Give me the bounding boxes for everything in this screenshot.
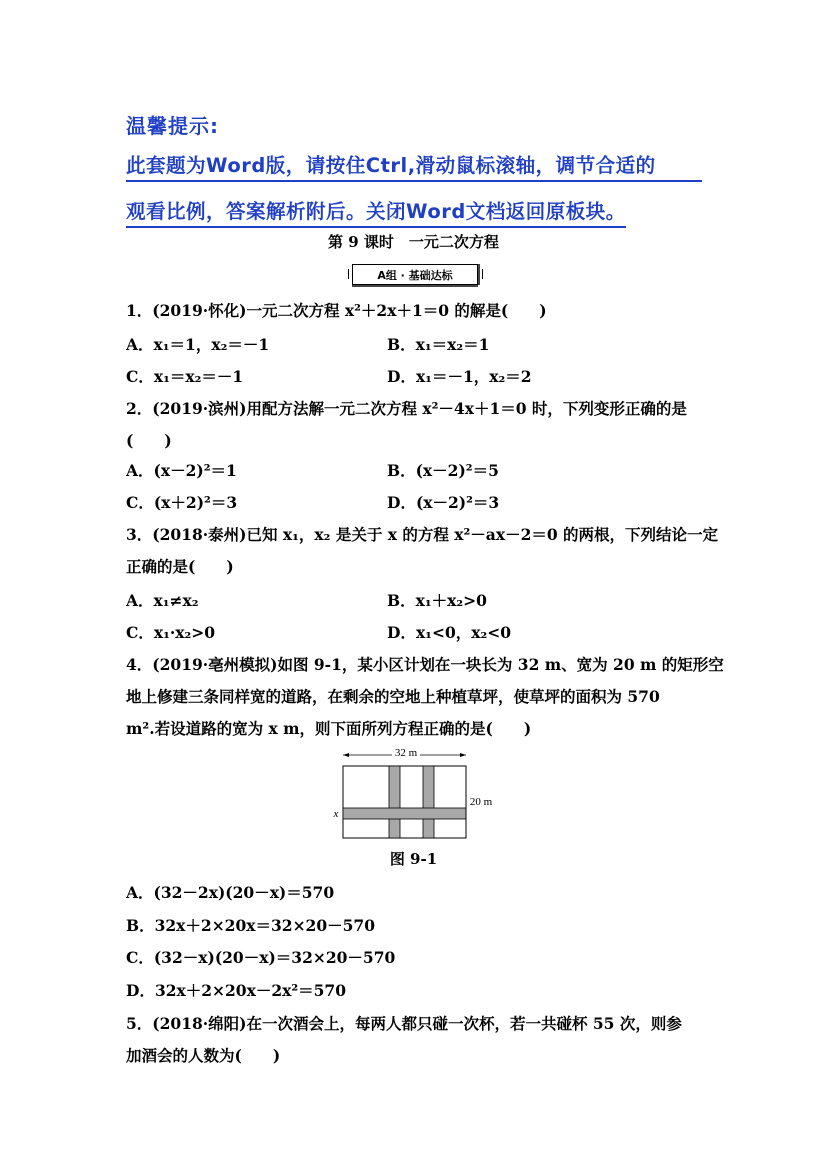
question-2-option-d[interactable]: D．(x－2)²＝3 — [387, 493, 500, 512]
question-3-stem-cont: 正确的是( ) — [126, 557, 234, 576]
tip-title: 温馨提示: — [126, 114, 219, 138]
question-1-option-a[interactable]: A．x₁＝1，x₂＝－1 — [126, 335, 270, 354]
vertical-road-1 — [389, 766, 400, 838]
question-3-option-b[interactable]: B．x₁＋x₂>0 — [387, 591, 487, 610]
width-label: 32 m — [394, 747, 418, 759]
road-diagram — [330, 744, 500, 848]
question-1-option-c[interactable]: C．x₁＝x₂＝－1 — [126, 367, 244, 386]
tip-line-2: 观看比例，答案解析附后。关闭Word文档返回原板块。 — [126, 196, 626, 228]
question-5-stem-cont: 加酒会的人数为( ) — [126, 1046, 281, 1065]
question-2-option-c[interactable]: C．(x＋2)²＝3 — [126, 493, 238, 512]
question-3-option-a[interactable]: A．x₁≠x₂ — [126, 591, 199, 610]
question-4-option-d[interactable]: D．32x＋2×20x－2x²＝570 — [126, 981, 347, 1000]
tip-line-1: 此套题为Word版，请按住Ctrl,滑动鼠标滚轴，调节合适的 — [126, 150, 702, 182]
height-label: 20 m — [469, 796, 493, 808]
question-2-option-a[interactable]: A．(x－2)²＝1 — [126, 461, 237, 480]
question-5-stem: 5．(2018·绵阳)在一次酒会上，每两人都只碰一次杯，若一共碰杯 55 次，则参 — [126, 1014, 682, 1033]
width-arrow-left — [343, 753, 349, 757]
question-2-option-b[interactable]: B．(x－2)²＝5 — [387, 461, 499, 480]
question-3-stem: 3．(2018·泰州)已知 x₁，x₂ 是关于 x 的方程 x²－ax－2＝0 的两根，下列结论一定 — [126, 525, 719, 544]
question-4-stem: 4．(2019·亳州模拟)如图 9-1，某小区计划在一块长为 32 m、宽为 20 m 的矩形空 — [126, 655, 724, 674]
question-1-option-d[interactable]: D．x₁＝－1，x₂＝2 — [387, 367, 532, 386]
question-4-option-a[interactable]: A．(32－2x)(20－x)＝570 — [126, 883, 335, 902]
vertical-road-2 — [423, 766, 434, 838]
question-3-option-d[interactable]: D．x₁<0，x₂<0 — [387, 623, 512, 642]
width-arrow-right — [460, 753, 466, 757]
question-4-stem-cont-2: m².若设道路的宽为 x m，则下面所列方程正确的是( ) — [126, 719, 532, 738]
plot-rectangle — [343, 766, 466, 838]
road-width-label: x — [333, 808, 339, 820]
question-1-option-b[interactable]: B．x₁＝x₂＝1 — [387, 335, 490, 354]
question-1-stem: 1．(2019·怀化)一元二次方程 x²＋2x＋1＝0 的解是( ) — [126, 301, 547, 320]
question-3-option-c[interactable]: C．x₁·x₂>0 — [126, 623, 216, 642]
question-2-stem-cont: ( ) — [126, 431, 172, 450]
figure-caption: 图 9-1 — [389, 850, 438, 868]
road-diagram-svg — [330, 744, 500, 844]
question-4-stem-cont: 地上修建三条同样宽的道路，在剩余的空地上种植草坪，使草坪的面积为 570 — [126, 687, 660, 706]
group-badge: A组 · 基础达标 — [352, 264, 478, 285]
lesson-title: 第 9 课时 一元二次方程 — [328, 233, 499, 251]
question-2-stem: 2．(2019·滨州)用配方法解一元二次方程 x²－4x＋1＝0 时，下列变形正确的是 — [126, 399, 687, 418]
horizontal-road — [343, 808, 466, 819]
question-4-option-c[interactable]: C．(32－x)(20－x)＝32×20－570 — [126, 948, 396, 967]
question-4-option-b[interactable]: B．32x＋2×20x＝32×20－570 — [126, 916, 375, 935]
